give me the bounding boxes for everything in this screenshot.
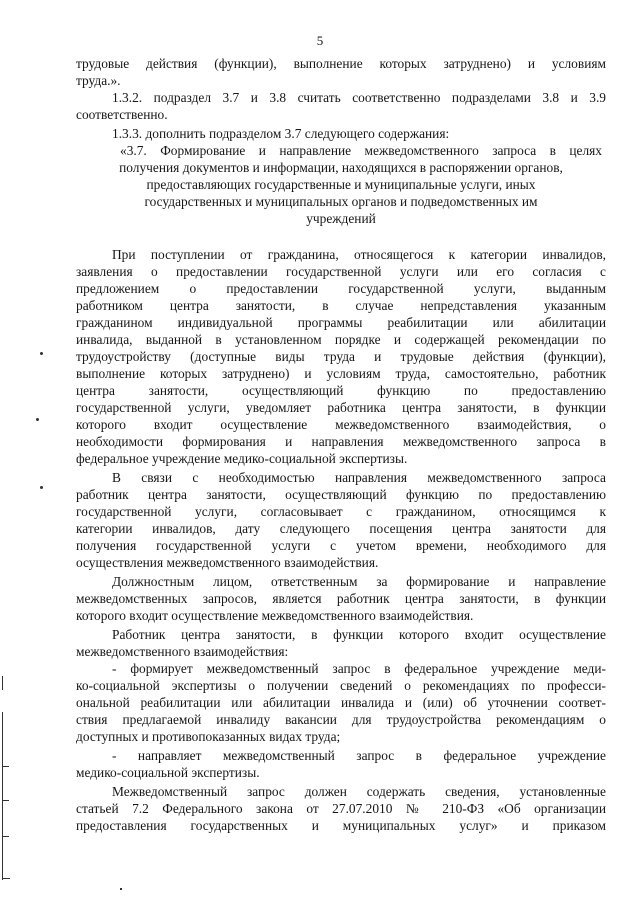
text-line: Работник центра занятости, в функции которого входит осуществление <box>112 627 606 642</box>
text-line: заявления о предоставлении государственной услуги или его согласия с <box>76 264 606 279</box>
text-line: медико-социальной экспертизы. <box>76 765 260 780</box>
text-line: ональной реабилитации или абилитации инвалида и (или) об уточнении соответ- <box>76 695 606 710</box>
text-line: получения документов и информации, находящихся в распоряжении органов, <box>119 160 563 175</box>
text-line: Межведомственный запрос должен содержать сведения, установленные <box>112 784 606 799</box>
scan-edge-tick <box>2 766 9 767</box>
text-line: учреждений <box>306 211 376 226</box>
text-line: «3.7. Формирование и направление межведомственного запроса в целях <box>120 143 602 158</box>
text-line: статьей 7.2 Федерального закона от 27.07.2010 № 210-ФЗ «Об организации <box>76 801 606 816</box>
text-line: категории инвалидов, дату следующего посещения центра занятости для <box>76 521 606 536</box>
text-line: работник центра занятости, осуществляющий функцию по предоставлению <box>76 487 606 502</box>
text-line: предоставления государственных и муниципальных услуг» и приказом <box>76 818 606 833</box>
scan-edge-tick <box>2 836 9 837</box>
text-line: - направляет межведомственный запрос в федеральное учреждение <box>112 748 606 763</box>
text-line: ко-социальной экспертизы о получении сведений о рекомендациях по професси- <box>76 678 606 693</box>
text-line: гражданином индивидуальной программы реабилитации или абилитации <box>76 315 606 330</box>
text-line: доступных и противопоказанных видах труда; <box>76 729 341 744</box>
text-line: Должностным лицом, ответственным за формирование и направление <box>112 574 606 589</box>
text-line: трудоустройству (доступные виды труда и трудовые действия (функции), <box>76 349 606 364</box>
text-line: В связи с необходимостью направления межведомственного запроса <box>112 470 606 485</box>
text-line: ствия предлагаемой инвалиду вакансии для трудоустройства рекомендациям о <box>76 712 606 727</box>
text-line: соответственно. <box>76 107 168 122</box>
text-line: работником центра занятости, в случае непредставления указанным <box>76 298 606 313</box>
text-line: государственной услуги, уведомляет работника центра занятости, в функции <box>76 400 606 415</box>
text-line: предоставляющих государственные и муниципальные услуги, иных <box>146 177 536 192</box>
text-line: государственных и муниципальных органов и подведомственных им <box>144 194 538 209</box>
text-line: выполнение которых затруднено) и условиям труда, самостоятельно, работник <box>76 366 606 381</box>
text-line: межведомственного взаимодействия: <box>76 644 289 659</box>
text-line: государственной услуги, согласовывает с гражданином, относящимся к <box>76 504 606 519</box>
text-line: которого входит осуществление межведомственного взаимодействия, о <box>76 417 606 432</box>
scan-mark <box>120 888 122 890</box>
text-line: федеральное учреждение медико-социальной экспертизы. <box>76 451 408 466</box>
text-line: предложением о предоставлении государственной услуги, выданным <box>76 281 606 296</box>
scan-mark <box>40 486 43 489</box>
text-line: - формирует межведомственный запрос в федеральное учреждение меди- <box>112 661 606 676</box>
text-line: При поступлении от гражданина, относящегося к категории инвалидов, <box>112 247 606 262</box>
text-line: трудовые действия (функции), выполнение которых затруднено) и условиям <box>76 56 606 71</box>
text-line: труда.». <box>76 73 121 88</box>
scan-edge-line <box>2 676 3 690</box>
scan-edge-tick <box>2 878 10 879</box>
page-number: 5 <box>316 33 324 48</box>
text-line: которого входит осуществление межведомственного взаимодействия. <box>76 608 474 623</box>
text-line: инвалида, выданной в установленном порядке и содержащей рекомендации по <box>76 332 606 347</box>
text-line: центра занятости, осуществляющий функцию по предоставлению <box>76 383 606 398</box>
text-line: 1.3.3. дополнить подразделом 3.7 следующего содержания: <box>112 126 450 141</box>
scan-mark <box>40 352 43 355</box>
scan-edge-tick <box>2 800 9 801</box>
text-line: осуществления межведомственного взаимодействия. <box>76 555 379 570</box>
scan-mark <box>36 418 39 421</box>
text-line: межведомственных запросов, является работник центра занятости, в функции <box>76 591 606 606</box>
text-line: необходимости формирования и направления межведомственного запроса в <box>76 434 606 449</box>
text-line: получения государственной услуги с учетом времени, необходимого для <box>76 538 606 553</box>
scan-edge-line <box>2 712 3 880</box>
text-line: 1.3.2. подраздел 3.7 и 3.8 считать соответственно подразделами 3.8 и 3.9 <box>112 90 606 105</box>
